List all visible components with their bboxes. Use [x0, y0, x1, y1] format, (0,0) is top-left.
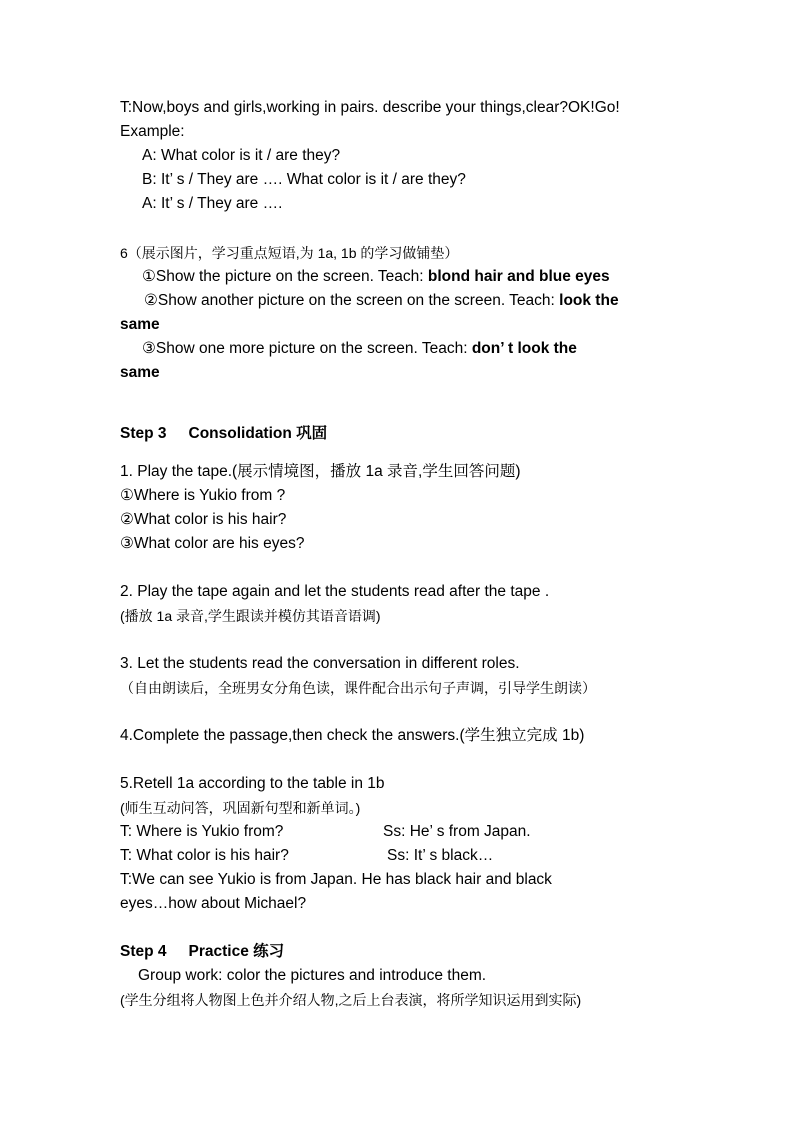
example-line-a: A: What color is it / are they? [142, 147, 341, 164]
step4-task-note: (学生分组将人物图上色并介绍人物,之后上台表演，将所学知识运用到实际) [120, 992, 582, 1008]
dialogue-students-2: Ss: It’ s black… [387, 847, 494, 864]
example-line-a2: A: It’ s / They are …. [142, 195, 283, 212]
step3-item4: 4.Complete the passage,then check the answers.(学生独立完成 1b) [120, 727, 585, 744]
item6-step3-phrase-cont: same [120, 364, 160, 381]
step3-item2-note: (播放 1a 录音,学生跟读并模仿其语音语调) [120, 608, 381, 624]
item6-step3 [142, 339, 577, 359]
dialogue-teacher-3-cont: eyes…how about Michael? [120, 895, 307, 912]
step3-item1: 1. Play the tape.(展示情境图，播放 1a 录音,学生回答问题) [120, 463, 521, 480]
item6-heading: 6（展示图片，学习重点短语,为 1a, 1b 的学习做铺垫） [120, 245, 459, 261]
dialogue-teacher-2: T: What color is his hair? [120, 847, 289, 864]
example-line-b: B: It’ s / They are …. What color is it / are they? [142, 171, 466, 188]
intro-line: T:Now,boys and girls,working in pairs. describe your things,clear?OK!Go! [120, 99, 620, 116]
item6-step1-phrase: blond hair and blue eyes [427, 268, 610, 285]
dialogue-students-1: Ss: He’ s from Japan. [383, 823, 531, 840]
item6-step1-text: ①Show the picture on the screen. Teach: [142, 268, 428, 285]
item6-step2-text: ②Show another picture on the screen on the screen. Teach: [144, 292, 560, 309]
step3-item5: 5.Retell 1a according to the table in 1b [120, 775, 385, 792]
item6-step1 [142, 267, 610, 287]
step4-title: Step 4 [120, 943, 167, 960]
item6-step2-phrase-cont: same [120, 316, 160, 333]
question-1: ①Where is Yukio from ? [120, 487, 286, 504]
step3-title: Step 3 [120, 425, 167, 442]
item6-step2-phrase: look the [559, 292, 619, 309]
item6-step2 [144, 291, 619, 311]
step3-item5-note: (师生互动问答，巩固新句型和新单词。) [120, 800, 361, 816]
step3-item3-note: （自由朗读后，全班男女分角色读，课件配合出示句子声调，引导学生朗读） [120, 680, 596, 696]
step4-name: Practice 练习 [188, 943, 285, 960]
step3-item2: 2. Play the tape again and let the students read after the tape . [120, 583, 550, 600]
item6-step3-text: ③Show one more picture on the screen. Teach: [142, 340, 472, 357]
step3-heading [120, 424, 327, 444]
step3-name: Consolidation 巩固 [188, 425, 328, 442]
step4-task: Group work: color the pictures and introduce them. [138, 967, 487, 984]
question-3: ③What color are his eyes? [120, 535, 305, 552]
question-2: ②What color is his hair? [120, 511, 287, 528]
item6-step3-phrase: don’ t look the [471, 340, 577, 357]
step3-item3: 3. Let the students read the conversation in different roles. [120, 655, 520, 672]
example-label: Example: [120, 123, 185, 140]
dialogue-teacher-3: T:We can see Yukio is from Japan. He has black hair and black [120, 871, 552, 888]
step4-heading [120, 942, 284, 962]
dialogue-teacher-1: T: Where is Yukio from? [120, 823, 284, 840]
